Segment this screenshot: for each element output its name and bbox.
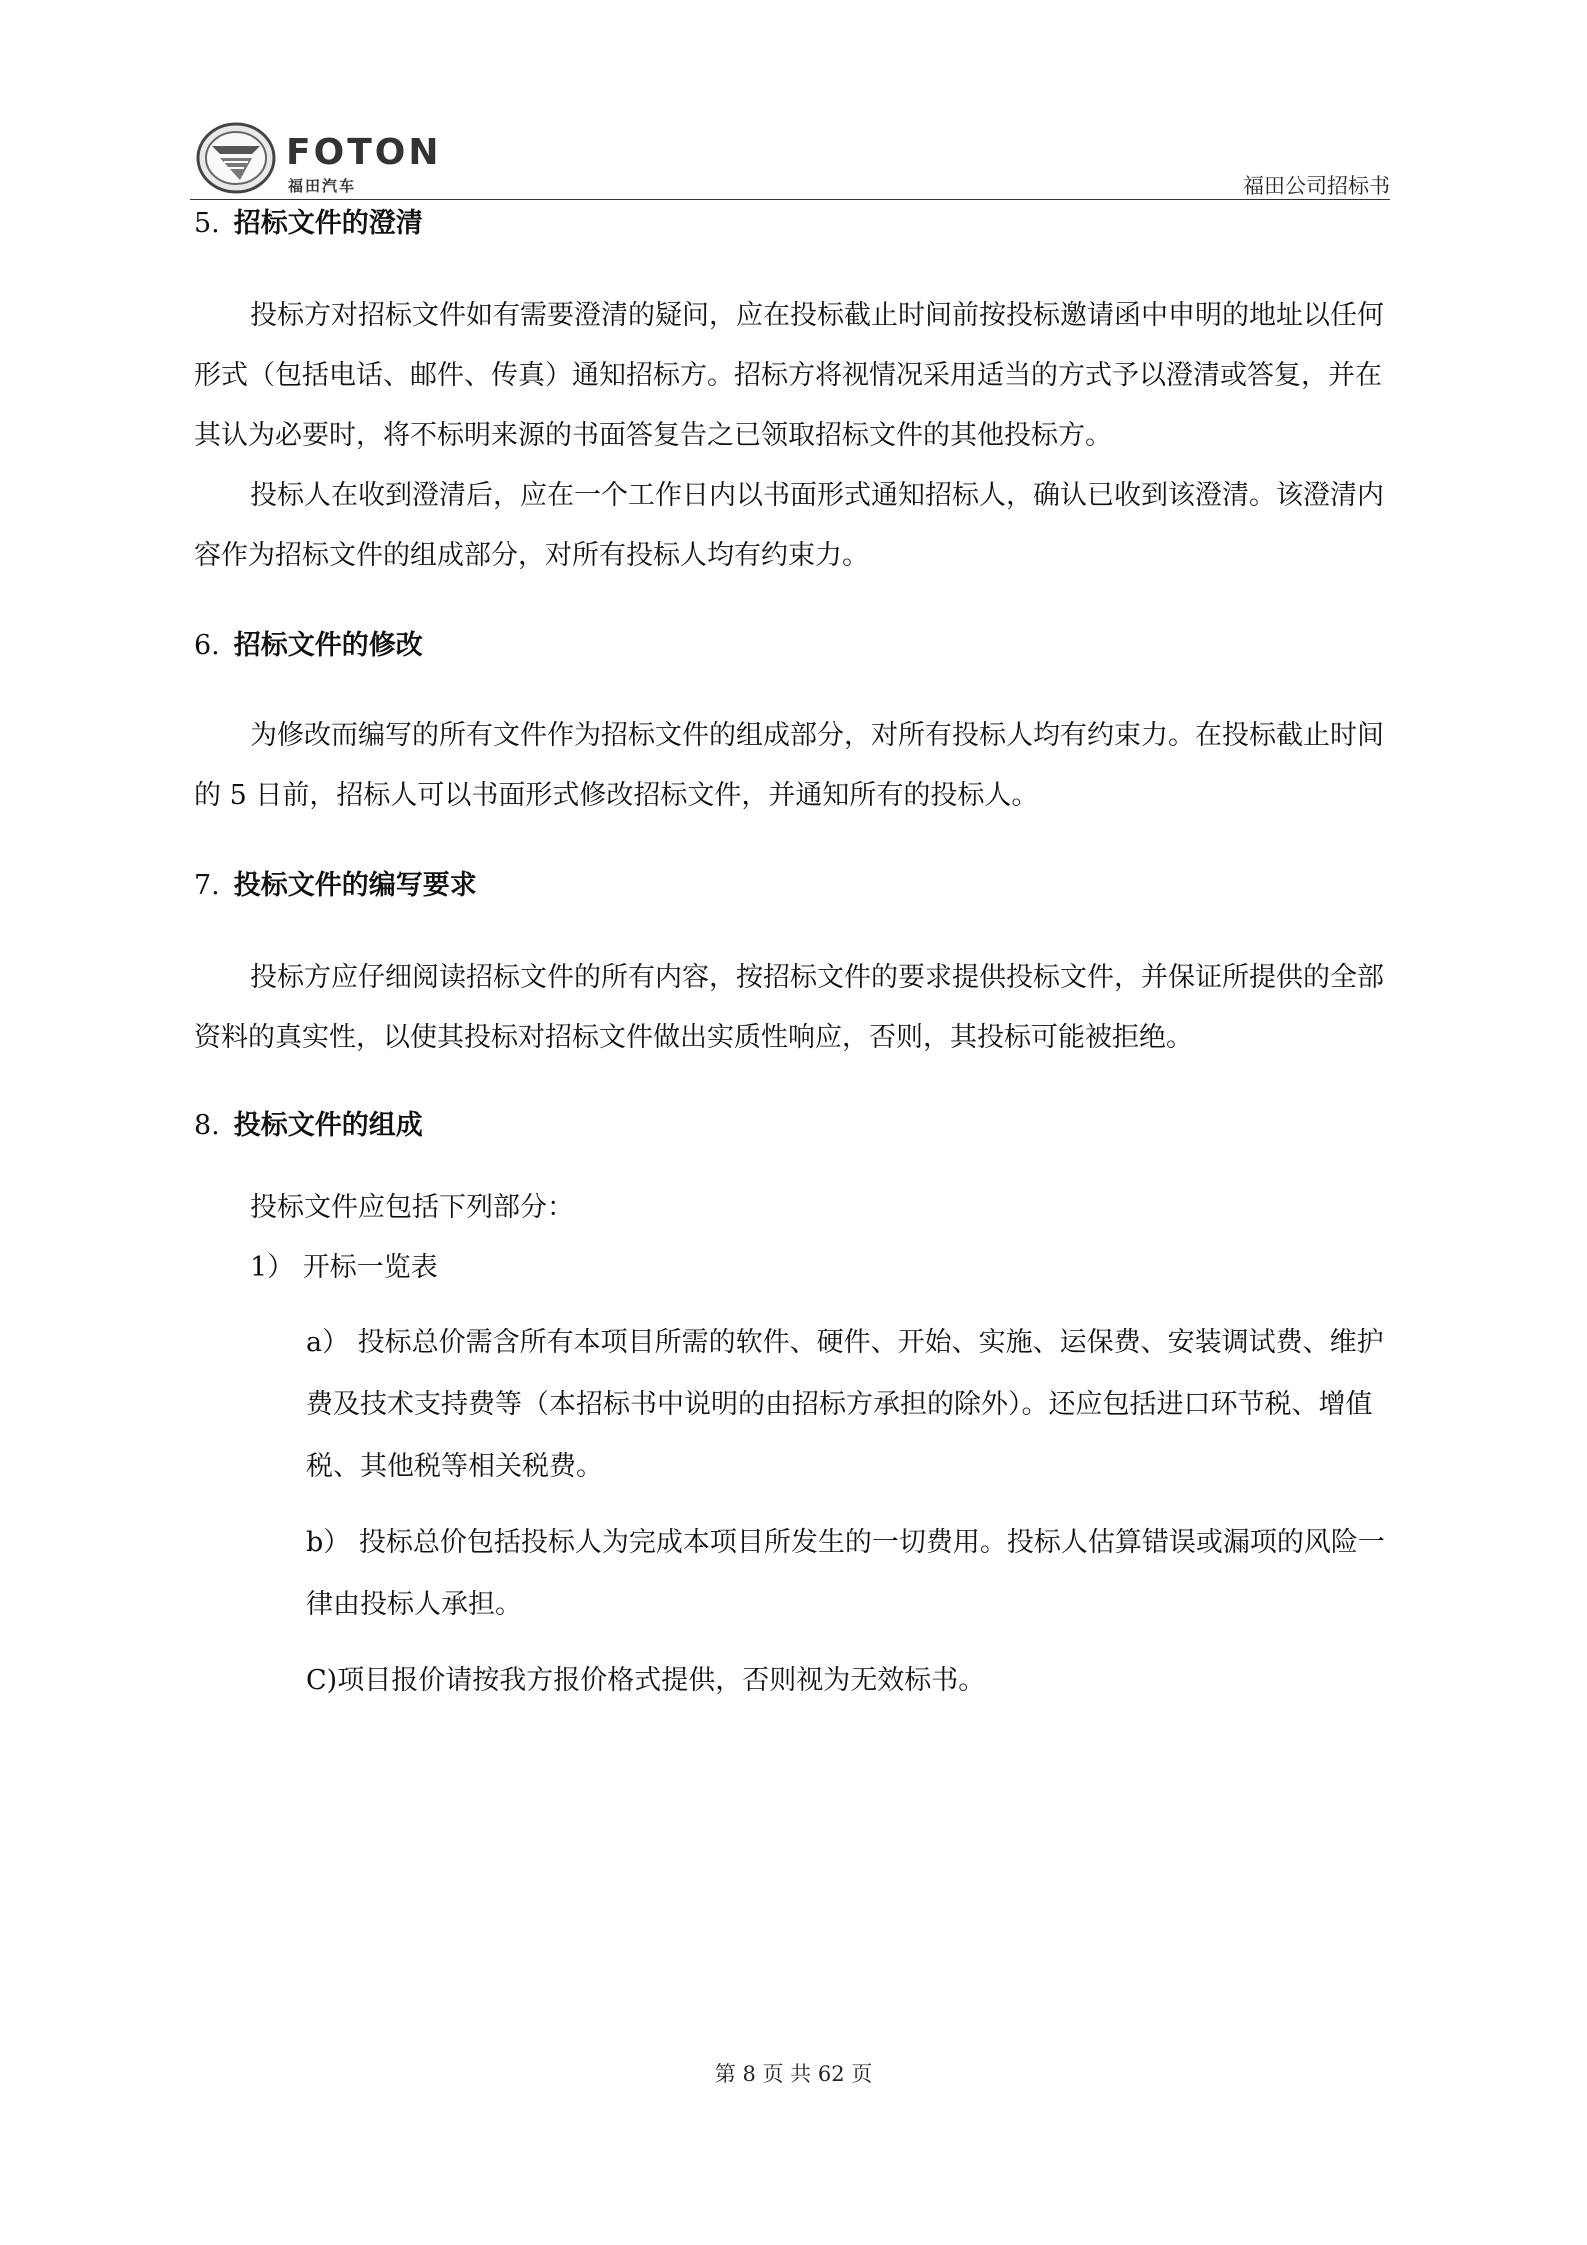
paragraph: 投标人在收到澄清后，应在一个工作日内以书面形式通知招标人，确认已收到该澄清。该澄清内容作为招标文件的组成部分，对所有投标人均有约束力。 bbox=[194, 480, 1384, 571]
sub-item: a） 投标总价需含所有本项目所需的软件、硬件、开始、实施、运保费、安装调试费、维护费及技术支持费等（本招标书中说明的由招标方承担的除外）。还应包括进口环节税、增值税、其他税等相关税费。 bbox=[306, 1327, 1384, 1482]
section-heading bbox=[194, 200, 1406, 248]
section-number: 7. bbox=[194, 870, 220, 901]
section-number: 5. bbox=[194, 208, 220, 239]
paragraph: 投标方对招标文件如有需要澄清的疑问，应在投标截止时间前按投标邀请函中申明的地址以任何形式（包括电话、邮件、传真）通知招标方。招标方将视情况采用适当的方式予以澄清或答复，并在其认为必要时，将不标明来源的书面答复告之已领取招标文件的其他投标方。 bbox=[194, 300, 1384, 451]
section-number: 6. bbox=[194, 630, 220, 661]
paragraph: 为修改而编写的所有文件作为招标文件的组成部分，对所有投标人均有约束力。在投标截止时间的 5 日前，招标人可以书面形式修改招标文件，并通知所有的投标人。 bbox=[194, 720, 1384, 811]
foton-logo bbox=[194, 118, 484, 198]
brand-subtitle: 福田汽车 bbox=[288, 177, 357, 195]
section-intro: 投标文件应包括下列部分： bbox=[250, 1192, 574, 1223]
sub-item: b） 投标总价包括投标人为完成本项目所发生的一切费用。投标人估算错误或漏项的风险一律由投标人承担。 bbox=[306, 1527, 1385, 1620]
sub-item: C)项目报价请按我方报价格式提供，否则视为无效标书。 bbox=[306, 1665, 986, 1696]
section-title: 招标文件的修改 bbox=[233, 630, 423, 661]
section-title: 投标文件的组成 bbox=[233, 1110, 423, 1141]
list-item: 1） 开标一览表 bbox=[250, 1252, 438, 1283]
section-title: 投标文件的编写要求 bbox=[233, 870, 477, 901]
page-number: 第 8 页 共 62 页 bbox=[714, 2062, 873, 2086]
section-heading bbox=[194, 1102, 1406, 1150]
document-title: 福田公司招标书 bbox=[1243, 174, 1390, 198]
brand-name: FOTON bbox=[286, 132, 442, 173]
foton-emblem-icon bbox=[194, 118, 278, 198]
paragraph: 投标方应仔细阅读招标文件的所有内容，按招标文件的要求提供投标文件，并保证所提供的全部资料的真实性，以使其投标对招标文件做出实质性响应，否则，其投标可能被拒绝。 bbox=[194, 962, 1384, 1053]
section-title: 招标文件的澄清 bbox=[233, 208, 423, 239]
section-number: 8. bbox=[194, 1110, 220, 1141]
section-heading bbox=[194, 622, 1406, 670]
page-content bbox=[194, 200, 1406, 1712]
section-heading bbox=[194, 862, 1406, 910]
page-header bbox=[190, 108, 1390, 200]
